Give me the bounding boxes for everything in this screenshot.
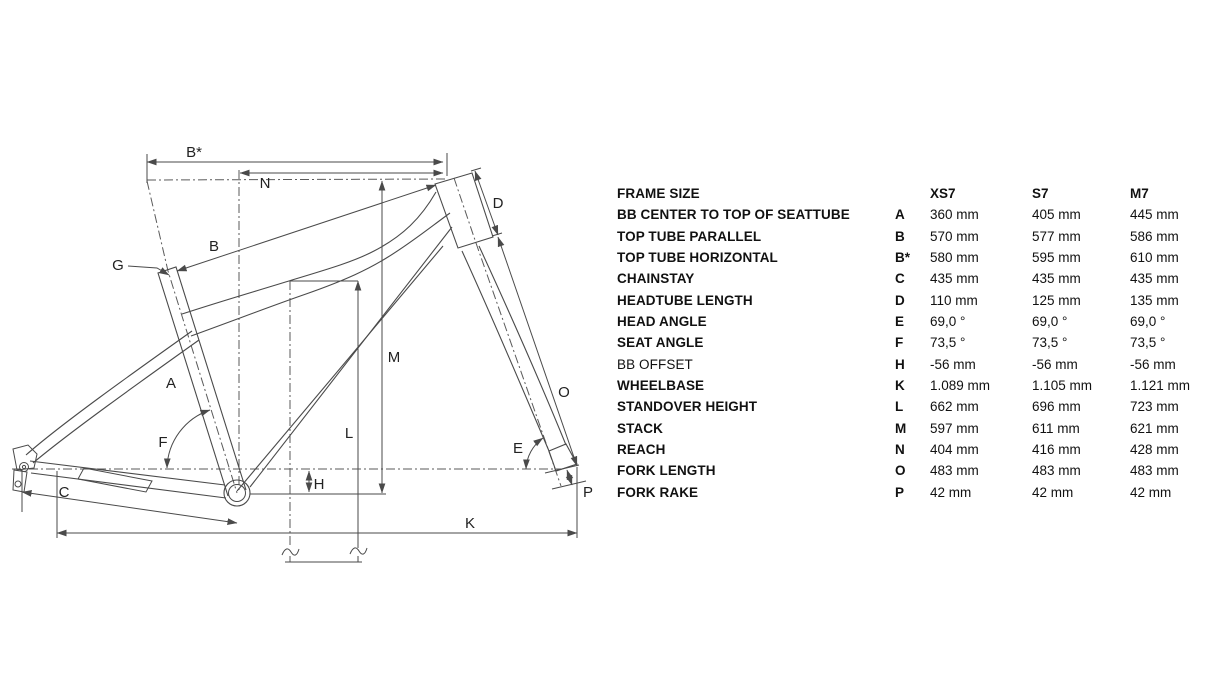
spec-code: E <box>895 314 905 330</box>
spec-code: C <box>895 271 905 287</box>
code-header <box>895 183 930 204</box>
spec-value: 577 mm <box>1032 228 1081 244</box>
down-tube-lower <box>237 246 443 491</box>
table-row <box>617 332 1207 353</box>
spec-value: 428 mm <box>1130 442 1179 458</box>
table-row <box>617 396 1207 417</box>
spec-code: A <box>895 207 905 223</box>
spec-value: 610 mm <box>1130 250 1179 266</box>
spec-value: 611 mm <box>1032 420 1080 436</box>
label-top-tube-horizontal: B* <box>186 144 202 161</box>
label-seatpost: G <box>112 257 124 274</box>
spec-value: 1.121 mm <box>1130 378 1191 394</box>
spec-label: HEAD ANGLE <box>617 314 707 330</box>
spec-code: M <box>895 420 907 436</box>
spec-value: 69,0 ° <box>930 314 966 330</box>
spec-label: FORK LENGTH <box>617 463 716 479</box>
frame-size-header: FRAME SIZE <box>617 186 700 201</box>
spec-value: 445 mm <box>1130 207 1179 223</box>
table-row <box>617 482 1207 503</box>
spec-value: 696 mm <box>1032 399 1081 415</box>
chain-stay-upper <box>30 461 225 485</box>
spec-code: N <box>895 442 905 458</box>
spec-value: 135 mm <box>1130 292 1179 308</box>
spec-code: B <box>895 228 905 244</box>
spec-value: 404 mm <box>930 442 979 458</box>
spec-value: 435 mm <box>930 271 979 287</box>
down-tube-upper <box>250 227 452 487</box>
spec-value: 125 mm <box>1032 292 1081 308</box>
spec-label: WHEELBASE <box>617 378 705 394</box>
spec-label: BB CENTER TO TOP OF SEATTUBE <box>617 207 850 223</box>
spec-value: -56 mm <box>1130 356 1176 372</box>
spec-label: TOP TUBE PARALLEL <box>617 228 762 244</box>
spec-code: L <box>895 399 904 415</box>
dim-e-arc <box>526 438 543 469</box>
geometry-table-body <box>617 204 1207 503</box>
spec-value: 435 mm <box>1032 271 1081 287</box>
spec-value: 1.105 mm <box>1032 378 1093 394</box>
spec-value: -56 mm <box>1032 356 1078 372</box>
spec-value: 73,5 ° <box>1130 335 1166 351</box>
spec-value: 723 mm <box>1130 399 1179 415</box>
spec-value: 69,0 ° <box>1032 314 1068 330</box>
spec-value: 483 mm <box>930 463 979 479</box>
spec-value: 597 mm <box>930 420 979 436</box>
spec-value: 586 mm <box>1130 228 1179 244</box>
label-bb-offset: H <box>313 476 325 493</box>
spec-code: F <box>895 335 904 351</box>
table-row <box>617 439 1207 460</box>
spec-label: HEADTUBE LENGTH <box>617 292 753 308</box>
spec-label: BB OFFSET <box>617 356 693 372</box>
label-seattube-length: A <box>165 375 177 392</box>
size-header-m7: M7 <box>1130 186 1149 201</box>
spec-value: 42 mm <box>930 484 972 500</box>
top-tube-upper <box>182 192 436 314</box>
diagram-labels <box>59 144 593 532</box>
spec-value: 621 mm <box>1130 420 1179 436</box>
table-row <box>617 460 1207 481</box>
label-fork-length: O <box>558 384 570 401</box>
table-row <box>617 375 1207 396</box>
spec-value: 483 mm <box>1130 463 1179 479</box>
center-lines <box>12 170 562 562</box>
spec-value: 405 mm <box>1032 207 1081 223</box>
label-stack: M <box>387 349 401 366</box>
spec-label: REACH <box>617 442 666 458</box>
spec-code: O <box>895 463 906 479</box>
spec-label: STACK <box>617 420 663 436</box>
spec-value: 416 mm <box>1032 442 1081 458</box>
spec-label: TOP TUBE HORIZONTAL <box>617 250 778 266</box>
dim-g-leader <box>128 266 169 275</box>
label-wheelbase: K <box>464 515 476 532</box>
spec-value: 42 mm <box>1032 484 1074 500</box>
dim-c <box>22 470 237 523</box>
table-header-row <box>617 183 1207 204</box>
spec-value: 580 mm <box>930 250 979 266</box>
fork-blade-right <box>479 246 566 445</box>
size-header-s7: S7 <box>1032 186 1049 201</box>
label-reach: N <box>259 175 271 192</box>
spec-value: 73,5 ° <box>1032 335 1068 351</box>
table-row <box>617 268 1207 289</box>
label-standover: L <box>344 425 354 442</box>
spec-value: 595 mm <box>1032 250 1081 266</box>
spec-label: CHAINSTAY <box>617 271 695 287</box>
spec-value: 360 mm <box>930 207 979 223</box>
spec-value: -56 mm <box>930 356 976 372</box>
fork-blade-left <box>462 251 549 451</box>
seat-stay-lower <box>33 340 199 463</box>
table-row <box>617 311 1207 332</box>
spec-label: FORK RAKE <box>617 484 699 500</box>
label-fork-rake: P <box>582 484 594 501</box>
table-row <box>617 290 1207 311</box>
spec-code: K <box>895 378 905 394</box>
label-headtube-length: D <box>492 195 504 212</box>
geometry-table <box>617 183 1207 503</box>
steering-axis-line <box>454 178 561 486</box>
spec-code: D <box>895 292 905 308</box>
label-seat-angle: F <box>158 434 168 451</box>
spec-code: P <box>895 484 905 500</box>
rear-dropout-detail <box>13 445 37 492</box>
bike-frame <box>13 173 577 506</box>
spec-value: 662 mm <box>930 399 979 415</box>
break-mark-right <box>350 548 367 554</box>
break-mark-left <box>282 549 299 555</box>
spec-value: 483 mm <box>1032 463 1081 479</box>
top-tube-lower <box>191 213 450 336</box>
spec-value: 435 mm <box>1130 271 1179 287</box>
spec-value: 110 mm <box>930 292 978 308</box>
table-row <box>617 247 1207 268</box>
spec-code: H <box>895 356 905 372</box>
spec-label: STANDOVER HEIGHT <box>617 399 758 415</box>
label-chainstay: C <box>58 484 70 501</box>
spec-value: 42 mm <box>1130 484 1172 500</box>
spec-label: SEAT ANGLE <box>617 335 704 351</box>
table-row <box>617 226 1207 247</box>
dim-o <box>498 237 577 466</box>
spec-value: 570 mm <box>930 228 979 244</box>
spec-value: 69,0 ° <box>1130 314 1166 330</box>
size-header-xs7: XS7 <box>930 186 956 201</box>
headtube-top-level-line <box>147 179 448 180</box>
table-row <box>617 418 1207 439</box>
label-top-tube-parallel: B <box>208 238 220 255</box>
table-row <box>617 354 1207 375</box>
dim-b <box>177 185 436 271</box>
dimension-lines <box>22 153 586 562</box>
head-tube <box>435 173 493 248</box>
spec-code: B* <box>895 250 911 266</box>
table-row <box>617 204 1207 225</box>
label-head-angle: E <box>512 440 524 457</box>
spec-value: 1.089 mm <box>930 378 991 394</box>
spec-value: 73,5 ° <box>930 335 966 351</box>
